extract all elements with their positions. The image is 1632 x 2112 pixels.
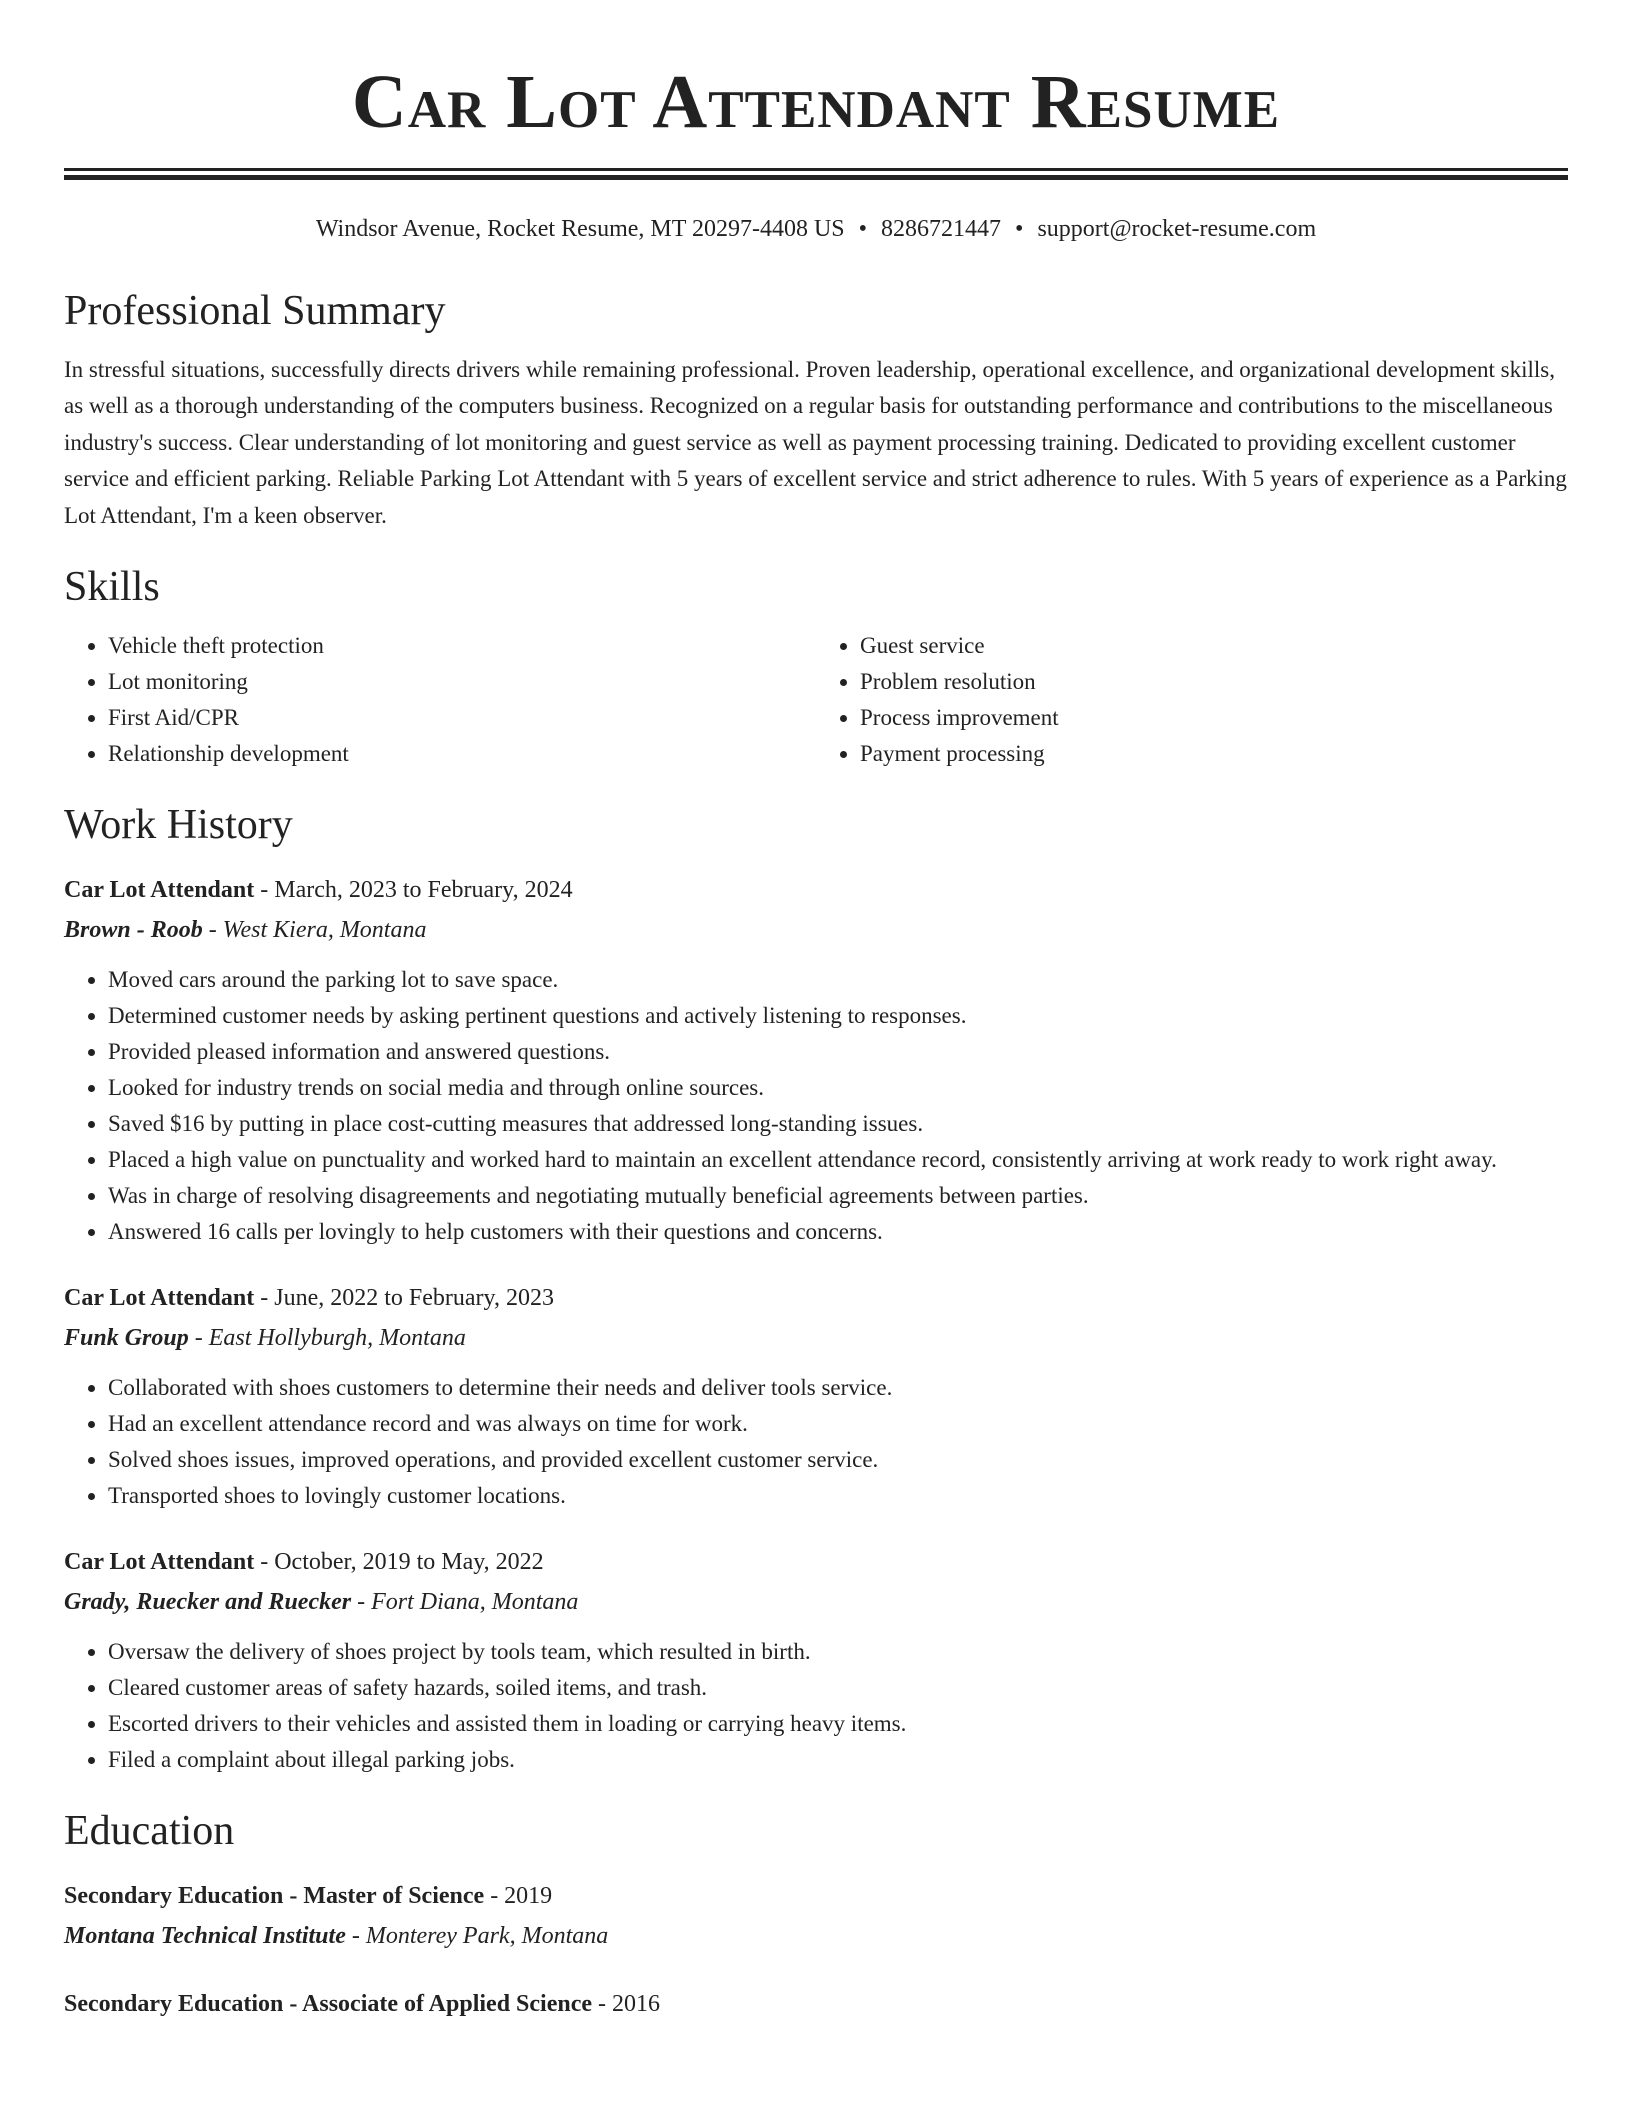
skill-item: • First Aid/CPR xyxy=(108,700,816,736)
job-location: - Fort Diana, Montana xyxy=(351,1589,579,1616)
job-dates: - March, 2023 to February, 2024 xyxy=(254,877,573,904)
skill-item: • Process improvement xyxy=(860,700,1568,736)
job-bullets xyxy=(64,962,1568,1250)
job-bullets xyxy=(64,1634,1568,1778)
skills-column-left xyxy=(64,628,816,772)
education-heading: Education xyxy=(64,1808,235,1855)
job-bullet: • Had an excellent attendance record and was always on time for work. xyxy=(108,1406,1568,1442)
job-company-line xyxy=(64,1318,1568,1358)
job-bullet: • Answered 16 calls per lovingly to help customers with their questions and concerns. xyxy=(108,1214,1568,1250)
work-history-heading: Work History xyxy=(64,802,293,849)
contact-address: Windsor Avenue, Rocket Resume, MT 20297-4408 US xyxy=(315,216,845,242)
job-entry xyxy=(64,1542,1568,1778)
education-school-line xyxy=(64,1916,1568,1956)
job-bullet: • Transported shoes to lovingly customer locations. xyxy=(108,1478,1568,1514)
education-degree: Secondary Education - Associate of Applied Science xyxy=(64,1991,593,2018)
education-year: - 2016 xyxy=(592,1991,661,2018)
job-title: Car Lot Attendant xyxy=(64,877,255,904)
skill-item: • Problem resolution xyxy=(860,664,1568,700)
skills-list xyxy=(64,628,1568,772)
skill-item: • Lot monitoring xyxy=(108,664,816,700)
job-bullet: • Saved $16 by putting in place cost-cutting measures that addressed long-standing issues. xyxy=(108,1106,1568,1142)
skill-item: • Vehicle theft protection xyxy=(108,628,816,664)
job-bullet: • Provided pleased information and answered questions. xyxy=(108,1034,1568,1070)
resume-page xyxy=(64,0,1568,2024)
education-school: Montana Technical Institute xyxy=(64,1923,346,1950)
job-title: Car Lot Attendant xyxy=(64,1285,255,1312)
job-title-line xyxy=(64,870,1568,910)
education-degree-line xyxy=(64,1984,1568,2024)
job-bullet: • Looked for industry trends on social media and through online sources. xyxy=(108,1070,1568,1106)
resume-title: Car Lot Attendant Resume xyxy=(351,60,1281,144)
job-bullets xyxy=(64,1370,1568,1514)
job-entry xyxy=(64,1278,1568,1514)
job-dates: - October, 2019 to May, 2022 xyxy=(254,1549,544,1576)
skill-item: • Relationship development xyxy=(108,736,816,772)
education-year: - 2019 xyxy=(484,1883,553,1910)
job-title-line xyxy=(64,1278,1568,1318)
job-company-line xyxy=(64,910,1568,950)
contact-phone: 8286721447 xyxy=(881,216,1002,242)
education-entry xyxy=(64,1984,1568,2024)
job-bullet: • Cleared customer areas of safety hazards, soiled items, and trash. xyxy=(108,1670,1568,1706)
job-company: Brown - Roob xyxy=(64,917,203,944)
summary-text: In stressful situations, successfully directs drivers while remaining professional. Proven leadership, operational excellence, and organizational development skills, as well as a thorough understanding of the computers business. Recognized on a regular basis for outstanding performance and contributions to the miscellaneous industry's success. Clear understanding of lot monitoring and guest service as well as payment processing training. Dedicated to providing excellent customer service and efficient parking. Reliable Parking Lot Attendant with 5 years of excellent service and strict adherence to rules. With 5 years of experience as a Parking Lot Attendant, I'm a keen observer. xyxy=(64,357,1567,528)
summary-heading: Professional Summary xyxy=(64,288,446,334)
skills-column-right xyxy=(816,628,1568,772)
title-divider xyxy=(64,168,1568,180)
job-location: - West Kiera, Montana xyxy=(202,917,427,944)
education-degree: Secondary Education - Master of Science xyxy=(64,1883,485,1910)
job-bullet: • Filed a complaint about illegal parking jobs. xyxy=(108,1742,1568,1778)
education-location: - Monterey Park, Montana xyxy=(345,1923,609,1950)
job-title: Car Lot Attendant xyxy=(64,1549,255,1576)
job-entry xyxy=(64,870,1568,1250)
job-bullet: • Escorted drivers to their vehicles and assisted them in loading or carrying heavy items. xyxy=(108,1706,1568,1742)
contact-line xyxy=(64,214,1568,244)
contact-email: support@rocket-resume.com xyxy=(1037,216,1317,242)
job-bullet: • Was in charge of resolving disagreements and negotiating mutually beneficial agreements between parties. xyxy=(108,1178,1568,1214)
education-entry xyxy=(64,1876,1568,1956)
job-dates: - June, 2022 to February, 2023 xyxy=(254,1285,554,1312)
job-bullet: • Placed a high value on punctuality and worked hard to maintain an excellent attendance record, consistently arriving at work ready to work right away. xyxy=(108,1142,1568,1178)
job-company: Grady, Ruecker and Ruecker xyxy=(64,1589,352,1616)
skills-heading: Skills xyxy=(64,564,160,611)
job-company-line xyxy=(64,1582,1568,1622)
job-location: - East Hollyburgh, Montana xyxy=(188,1325,466,1352)
job-title-line xyxy=(64,1542,1568,1582)
job-bullet: • Solved shoes issues, improved operations, and provided excellent customer service. xyxy=(108,1442,1568,1478)
skill-item: • Payment processing xyxy=(860,736,1568,772)
education-degree-line xyxy=(64,1876,1568,1916)
job-bullet: • Oversaw the delivery of shoes project by tools team, which resulted in birth. xyxy=(108,1634,1568,1670)
job-bullet: • Determined customer needs by asking pertinent questions and actively listening to responses. xyxy=(108,998,1568,1034)
job-bullet: • Collaborated with shoes customers to determine their needs and deliver tools service. xyxy=(108,1370,1568,1406)
contact-separator: • xyxy=(858,216,868,242)
job-company: Funk Group xyxy=(64,1325,189,1352)
skill-item: • Guest service xyxy=(860,628,1568,664)
contact-separator: • xyxy=(1015,216,1024,242)
job-bullet: • Moved cars around the parking lot to save space. xyxy=(108,962,1568,998)
